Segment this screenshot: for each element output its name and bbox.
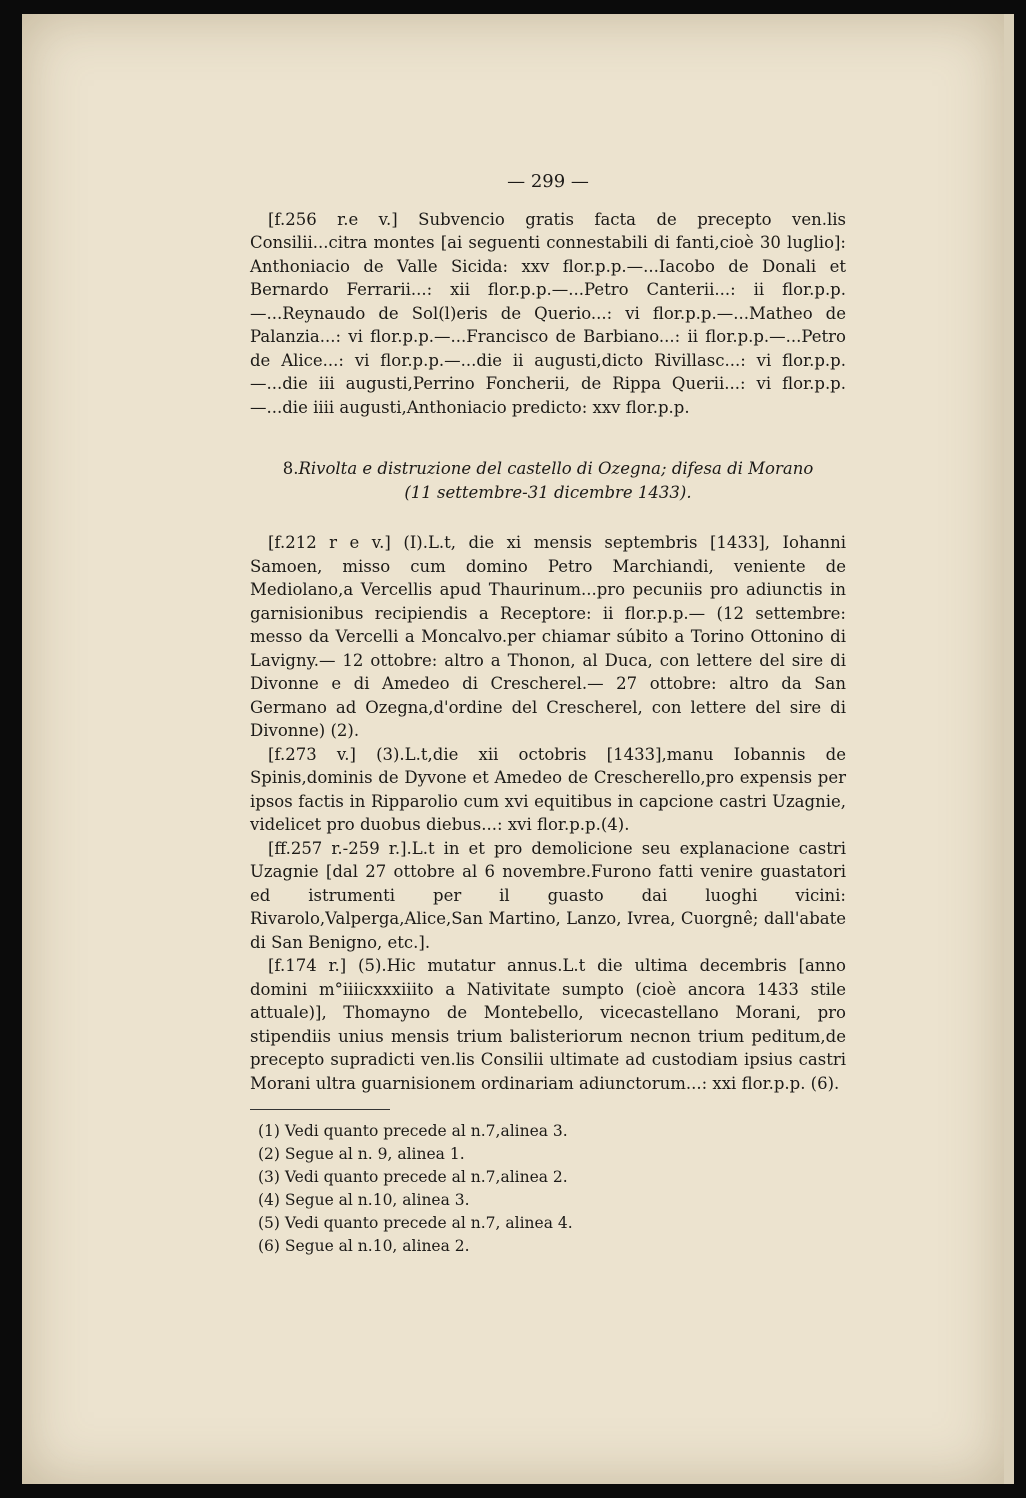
paragraph-f174: [f.174 r.] (5).Hic mutatur annus.L.t die ultima decembris [anno domini m°iiiicxxxiiito a Nativitate sumpto (cioè ancora 1433 stile attuale)], Thomayno de Montebello, vicecastellano Morani, pro stipendiis unius mensis trium balisteriorum necnon trium peditum,de precepto supradicti ven.lis Consilii ultimate ad custodiam ipsius castri Morani ultra guarnisionem ordinariam adiunctorum...: xxi flor.p.p. (6). — [250, 956, 846, 1093]
footnotes — [258, 1120, 846, 1258]
footnote: (6) Segue al n.10, alinea 2. — [258, 1237, 470, 1255]
page-number: — 299 — — [507, 171, 589, 192]
page-content — [250, 170, 846, 1258]
section-heading-line-1 — [250, 457, 846, 481]
section-title: Rivolta e distruzione del castello di Ozegna; difesa di Morano — [298, 459, 814, 478]
section-number: 8. — [282, 459, 299, 478]
paragraph-f273: [f.273 v.] (3).L.t,die xii octobris [1433],manu Iobannis de Spinis,dominis de Dyvone et Amedeo de Crescherello,pro expensis per ipsos factis in Ripparolio cum xvi equitibus in capcione castri Uzagnie, videlicet pro duobus diebus...: xvi flor.p.p.(4). — [250, 744, 846, 834]
section-dates: (11 settembre-31 dicembre 1433). — [404, 483, 692, 502]
paragraph-f212: [f.212 r e v.] (I).L.t, die xi mensis septembris [1433], Iohanni Samoen, misso cum domino Petro Marchiandi, veniente de Mediolano,a Vercellis apud Thaurinum...pro pecuniis pro adiunctis in garnisionibus recipiendis a Receptore: ii flor.p.p.— (12 settembre: messo da Vercelli a Moncalvo.per chiamar súbito a Torino Ottonino di Lavigny.— 12 ottobre: altro a Thonon, al Duca, con lettere del sire di Divonne e di Amedeo di Crescherel.— 27 ottobre: altro da San Germano ad Ozegna,d'ordine del Crescherel, con lettere del sire di Divonne) (2). — [250, 533, 846, 740]
footnote: (1) Vedi quanto precede al n.7,alinea 3. — [258, 1122, 568, 1140]
section-heading — [250, 457, 846, 505]
footnote: (3) Vedi quanto precede al n.7,alinea 2. — [258, 1168, 568, 1186]
footnote: (5) Vedi quanto precede al n.7, alinea 4. — [258, 1214, 573, 1232]
footnote-divider — [250, 1109, 390, 1110]
paragraph-subvencio: [f.256 r.e v.] Subvencio gratis facta de precepto ven.lis Consilii...citra montes [ai seguenti connestabili di fanti,cioè 30 luglio]: Anthoniacio de Valle Sicida: xxv flor.p.p.—...Iacobo de Donali et Bernardo Ferrarii...: xii flor.p.p.—...Petro Canterii...: ii flor.p.p.—...Reynaudo de Sol(l)eris de Querio...: vi flor.p.p.—...Matheo de Palanzia...: vi flor.p.p.—...Francisco de Barbiano...: ii flor.p.p.—...Petro de Alice...: vi flor.p.p.—...die ii augusti,dicto Rivillasc...: vi flor.p.p.—...die iii augusti,Perrino Foncherii, de Rippa Querii...: vi flor.p.p.—...die iiii augusti,Anthoniacio predicto: xxv flor.p.p. — [250, 209, 846, 417]
footnote: (4) Segue al n.10, alinea 3. — [258, 1191, 470, 1209]
footnote: (2) Segue al n. 9, alinea 1. — [258, 1145, 465, 1163]
paragraph-ff257: [ff.257 r.-259 r.].L.t in et pro demolicione seu explanacione castri Uzagnie [dal 27 ottobre al 6 novembre.Furono fatti venire guastatori ed istrumenti per il guasto dai luoghi vicini: Rivarolo,Valperga,Alice,San Martino, Lanzo, Ivrea, Cuorgnê; dall'abate di San Benigno, etc.]. — [250, 838, 846, 952]
page-edge — [1004, 14, 1014, 1484]
